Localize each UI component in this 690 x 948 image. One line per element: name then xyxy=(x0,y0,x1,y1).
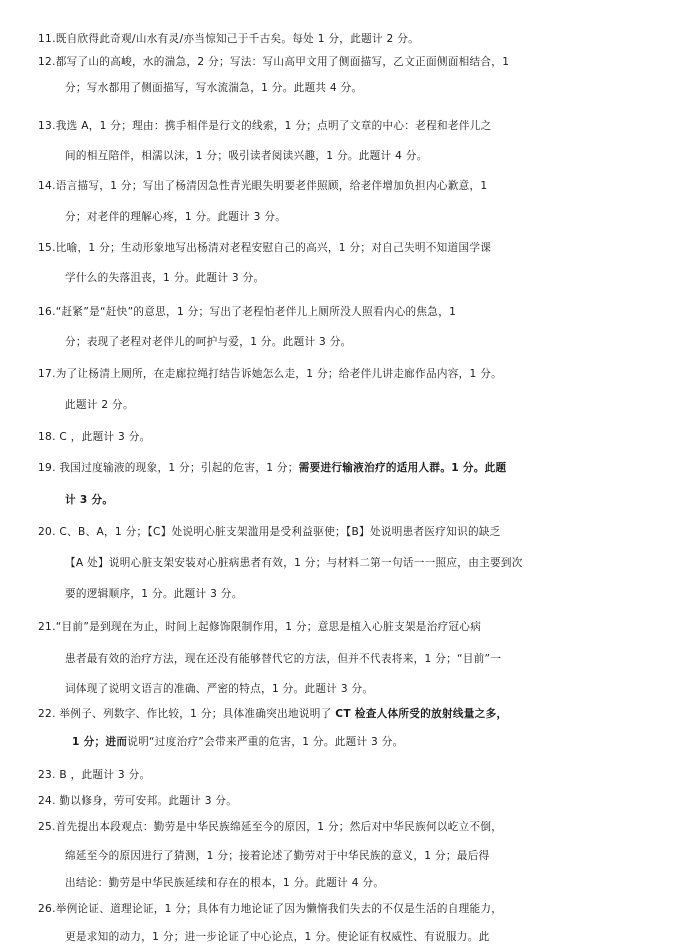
answer-line: 分；表现了老程对老伴儿的呵护与爱，1 分。此题计 3 分。 xyxy=(65,336,352,348)
answer-bold-text: CT 检查人体所受的放射线量之多， xyxy=(335,708,508,720)
answer-line: 间的相互陪伴，相濡以沫，1 分；吸引读者阅读兴趣，1 分。此题计 4 分。 xyxy=(65,150,428,162)
answer-line: 出结论：勤劳是中华民族延续和存在的根本，1 分。此题计 4 分。 xyxy=(65,877,385,889)
answer-line: 患者最有效的治疗方法，现在还没有能够替代它的方法，但并不代表将来，1 分；“目前”一 xyxy=(65,653,502,665)
answer-line: 15.比喻，1 分；生动形象地写出杨清对老程安慰自己的高兴，1 分；对自己失明不知道国学课 xyxy=(38,242,492,254)
answer-line: 21.“目前”是到现在为止，时间上起修饰限制作用，1 分；意思是植入心脏支架是治疗冠心病 xyxy=(38,621,482,633)
answer-line: 绵延至今的原因进行了猜测，1 分；接着论述了勤劳对于中华民族的意义，1 分；最后得 xyxy=(65,850,490,862)
answer-line: 14.语言描写，1 分；写出了杨清因急性青光眼失明要老伴照顾，给老伴增加负担内心歉意，1 xyxy=(38,180,488,192)
answer-line: 26.举例论证、道理论证，1 分；具体有力地论证了因为懒惰我们失去的不仅是生活的自理能力， xyxy=(38,903,503,915)
answer-line xyxy=(65,493,113,507)
answer-line: 17.为了让杨清上厕所，在走廊拉绳打结告诉她怎么走，1 分；给老伴儿讲走廊作品内容，1 分。 xyxy=(38,368,503,380)
answer-line: 25.首先提出本段观点：勤劳是中华民族绵延至今的原因，1 分；然后对中华民族何以屹立不倒， xyxy=(38,821,503,833)
answer-bold-text: 需要进行输液治疗的适用人群。1 分。此题 xyxy=(298,462,507,474)
answer-line: 【A 处】说明心脏支架安装对心脏病患者有效，1 分；与材料二第一句话一一照应，由主要到次 xyxy=(65,557,523,569)
answer-line: 18. C ，此题计 3 分。 xyxy=(38,431,151,443)
answer-line: 要的逻辑顺序，1 分。此题计 3 分。 xyxy=(65,588,243,600)
answer-line: 分；写水都用了侧面描写，写水流湍急，1 分。此题共 4 分。 xyxy=(65,82,363,94)
answer-line: 22. 举例子、列数字、作比较，1 分；具体准确突出地说明了 CT 检查人体所受的放射线量之多， xyxy=(38,708,508,720)
answer-line: 学什么的失落沮丧，1 分。此题计 3 分。 xyxy=(65,272,265,284)
answer-bold-text: 1 分；进而 xyxy=(72,736,128,748)
answer-line: 11.既自欣得此奇观/山水有灵/亦当惊知己于千古矣。每处 1 分，此题计 2 分。 xyxy=(38,33,420,45)
answer-line: 词体现了说明文语言的准确、严密的特点，1 分。此题计 3 分。 xyxy=(65,683,374,695)
answer-line: 19. 我国过度输液的现象，1 分；引起的危害，1 分；需要进行输液治疗的适用人群。1 分。此题 xyxy=(38,462,507,474)
answer-line: 此题计 2 分。 xyxy=(65,399,134,411)
answer-line: 1 分；进而说明“过度治疗”会带来严重的危害，1 分。此题计 3 分。 xyxy=(72,736,404,748)
answer-line: 分；对老伴的理解心疼，1 分。此题计 3 分。 xyxy=(65,211,287,223)
answer-line: 更是求知的动力，1 分；进一步论证了中心论点，1 分。使论证有权威性、有说服力。此 xyxy=(65,931,490,943)
answer-line: 23. B ，此题计 3 分。 xyxy=(38,769,151,781)
answer-line: 20. C、B、A，1 分；【C】处说明心脏支架滥用是受利益驱使；【B】处说明患者医疗知识的缺乏 xyxy=(38,526,501,538)
answer-bold-text: 计 3 分。 xyxy=(65,494,114,506)
answer-line: 13.我选 A，1 分；理由：携手相伴是行文的线索，1 分；点明了文章的中心：老程和老伴儿之 xyxy=(38,120,492,132)
answer-line: 12.都写了山的高峻，水的湍急，2 分；写法：写山高甲文用了侧面描写，乙文正面侧面相结合，1 xyxy=(38,56,510,68)
answer-line: 24. 勤以修身，劳可安邦。此题计 3 分。 xyxy=(38,795,238,807)
answer-line: 16.“赶紧”是“赶快”的意思，1 分；写出了老程怕老伴儿上厕所没人照看内心的焦急，1 xyxy=(38,306,457,318)
